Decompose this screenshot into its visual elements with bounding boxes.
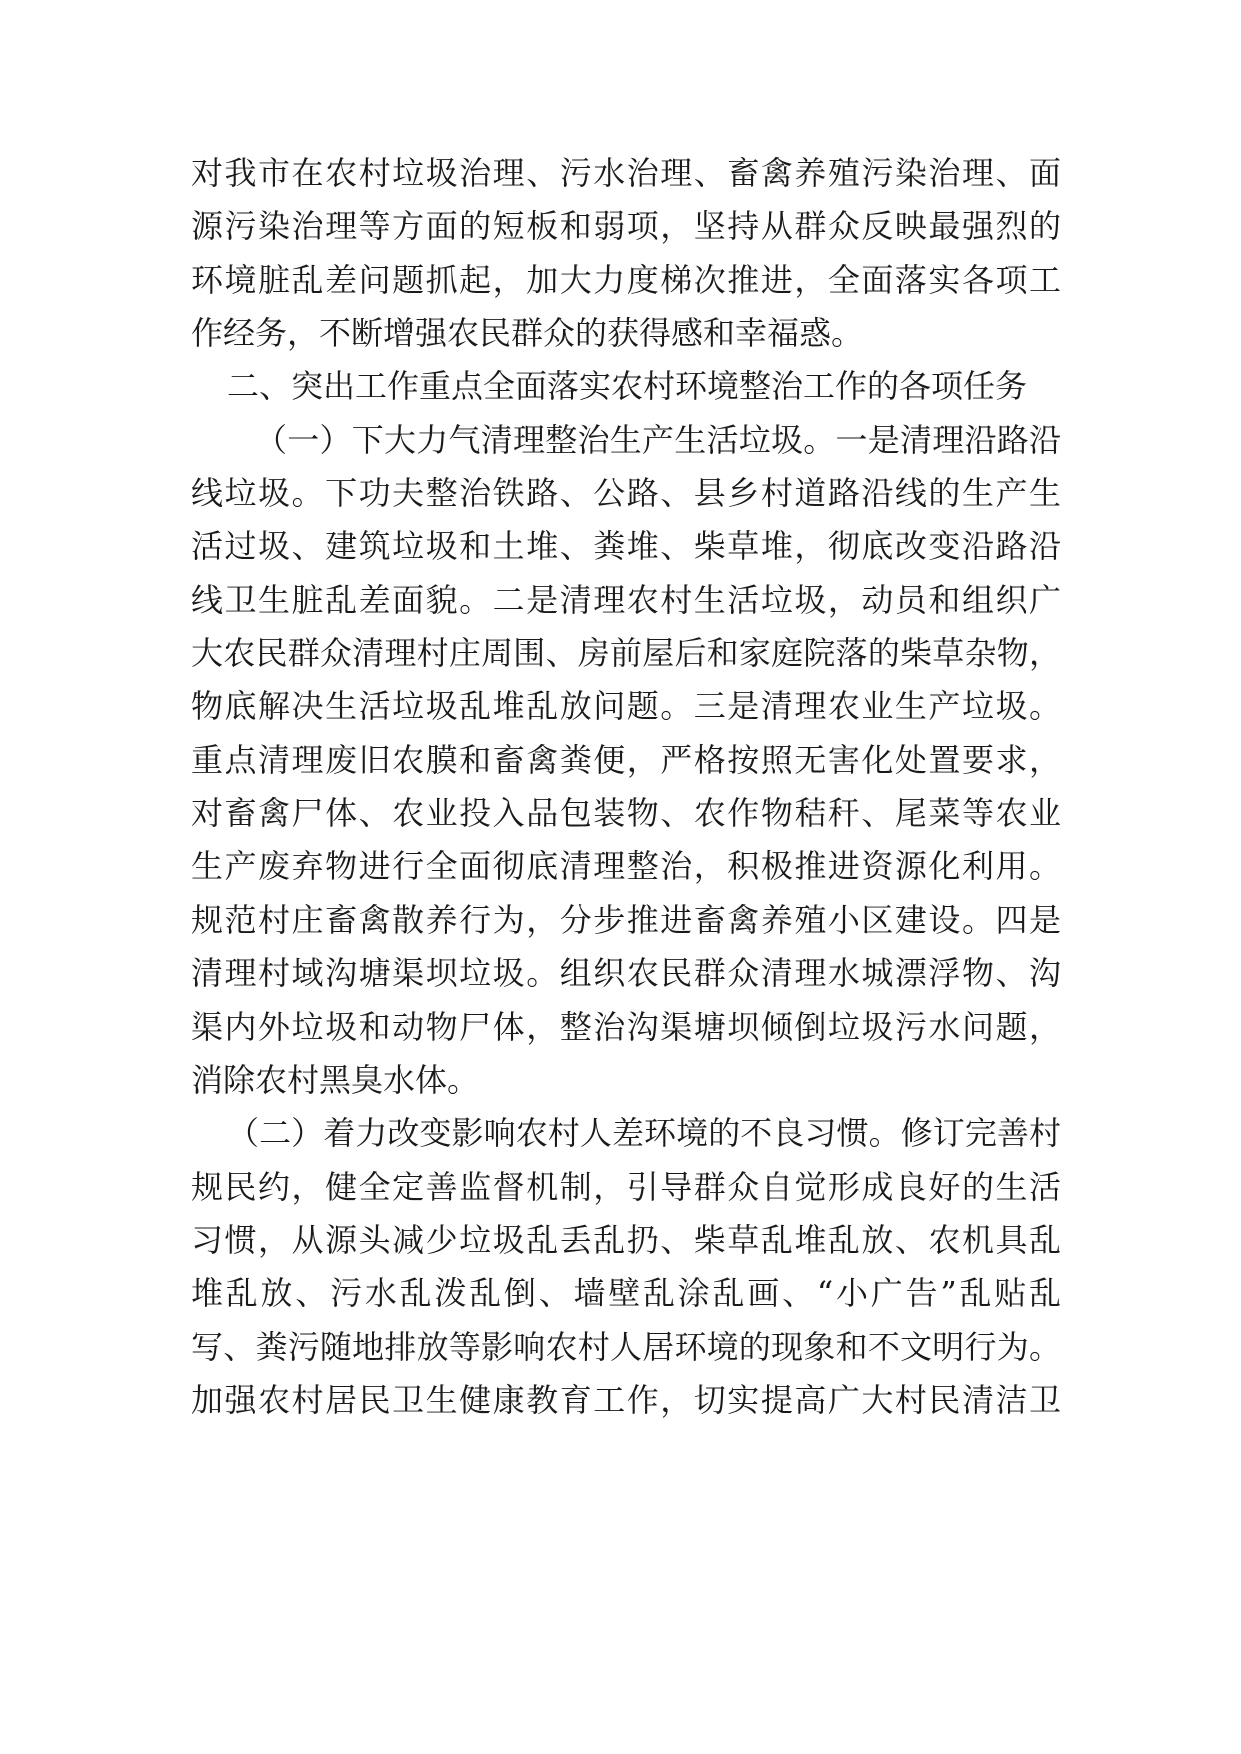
text-line: 重点清理废旧农膜和畜禽粪便，严格按照无害化处置要求， — [191, 740, 1061, 779]
text-line: 堆乱放、污水乱泼乱倒、墙壁乱涂乱画、“小广告”乱贴乱 — [191, 1274, 1061, 1313]
paragraph-intro-continuation — [191, 147, 1061, 360]
text-line: 对我市在农村垃圾治理、污水治理、畜禽养殖污染治理、面 — [191, 154, 1061, 192]
text-line: 物底解决生活垃圾乱堆乱放问题。三是清理农业生产垃圾。 — [191, 687, 1061, 726]
text-line: 规民约，健全定善监督机制，引导群众自觉形成良好的生活 — [191, 1167, 1061, 1206]
text-line: 源污染治理等方面的短板和弱项，坚持从群众反映最强烈的 — [191, 207, 1061, 246]
text-line: 渠内外垃圾和动物尸体，整治沟渠塘坝倾倒垃圾污水问题， — [191, 1007, 1061, 1046]
text-line: 线垃圾。下功夫整治铁路、公路、县乡村道路沿线的生产生 — [191, 474, 1061, 513]
paragraph-subsection-2 — [191, 1107, 1061, 1427]
text-line: 线卫生脏乱差面貌。二是清理农村生活垃圾，动员和组织广 — [191, 580, 1061, 619]
text-line: 规范村庄畜禽散养行为，分步推进畜禽养殖小区建设。四是 — [191, 900, 1061, 939]
section-heading-2 — [191, 360, 1061, 413]
paragraph-subsection-1 — [191, 414, 1061, 1107]
text-line: 写、粪污随地排放等影响农村人居环境的现象和不文明行为。 — [191, 1327, 1061, 1366]
text-line: 习惯，从源头减少垃圾乱丢乱扔、柴草乱堆乱放、农机具乱 — [191, 1220, 1061, 1259]
text-line: 生产废弃物进行全面彻底清理整治，积极推进资源化利用。 — [191, 847, 1061, 886]
section-heading-text: 二、突出工作重点全面落实农村环境整治工作的各项任务 — [227, 367, 1028, 406]
text-line: 加强农村居民卫生健康教育工作，切实提高广大村民清洁卫 — [191, 1380, 1061, 1419]
text-line: 大农民群众清理村庄周围、房前屋后和家庭院落的柴草杂物， — [191, 634, 1061, 673]
text-line: （二）着力改变影响农村人差环境的不良习惯。修订完善村 — [227, 1114, 1061, 1153]
text-line: 消除农村黑臭水体。 — [191, 1060, 480, 1099]
text-line: 作经务，不断增强农民群众的获得感和幸福惑。 — [191, 314, 864, 353]
document-body — [191, 147, 1061, 1427]
text-line: 活过圾、建筑垃圾和土堆、粪堆、柴草堆，彻底改变沿路沿 — [191, 527, 1061, 566]
text-line: 环境脏乱差问题抓起，加大力度梯次推进，全面落实各项工 — [191, 260, 1061, 299]
text-line: （一）下大力气清理整治生产生活垃圾。一是清理沿路沿 — [255, 420, 1061, 459]
text-line: 清理村域沟塘渠坝垃圾。组织农民群众清理水城漂浮物、沟 — [191, 954, 1061, 993]
text-line: 对畜禽尸体、农业投入品包装物、农作物秸秆、尾菜等农业 — [191, 794, 1061, 833]
